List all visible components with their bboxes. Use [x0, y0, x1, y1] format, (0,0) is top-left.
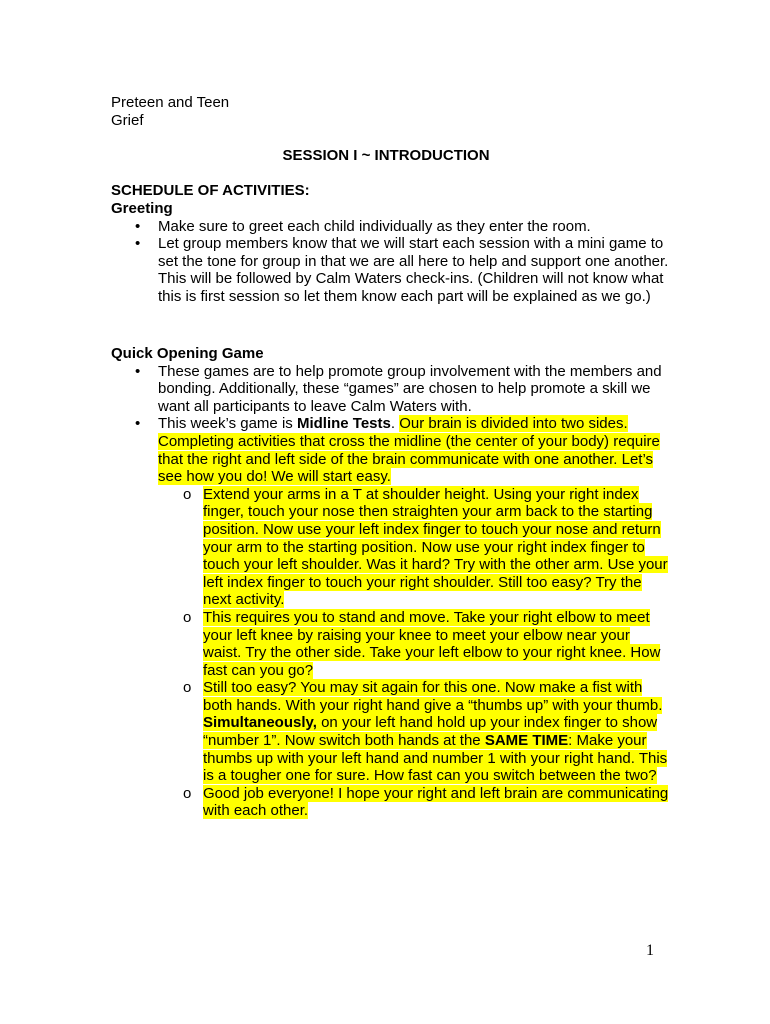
midline-tests-bullet [111, 415, 671, 820]
activity-item [158, 609, 671, 679]
midline-tests-label: Midline Tests [296, 415, 391, 433]
highlighted-text [203, 679, 667, 784]
activity-item [158, 486, 671, 609]
activity-list [158, 486, 671, 820]
highlighted-text: Our brain is divided into two sides. Completing activities that cross the midline (the center of your body) require that the right and left side of the brain communicate with one another. Let’s see how you do! We will start easy. [158, 415, 660, 486]
text-part: on your left hand hold up your index finger to show “number 1”. Now switch both hands at the [203, 714, 658, 750]
greeting-heading: Greeting [111, 200, 173, 217]
activity-item [158, 679, 671, 785]
header-line-2: Grief [111, 111, 144, 129]
schedule-heading: SCHEDULE OF ACTIVITIES: [111, 182, 310, 199]
greeting-section [111, 200, 671, 306]
activity-item [158, 785, 671, 820]
highlighted-text: Extend your arms in a T at shoulder height. Using your right index finger, touch your nose then straighten your arm back to the starting position. Now use your left index finger to touch your nose and return your arm to the starting position. Now use your right index finger to touch your left shoulder. Was it hard? Try with the other arm. Use your left index finger to touch your right shoulder. Still too easy? Try the next activity. [203, 485, 668, 609]
highlighted-text: This requires you to stand and move. Take your right elbow to meet your left knee by raising your knee to meet your elbow near your waist. Try the other side. Take your left elbow to your right knee. How fast can you go? [203, 608, 661, 679]
bullet-prefix: This week’s game is [158, 415, 297, 433]
bold-text: Simultaneously, [203, 714, 317, 732]
header-line-1: Preteen and Teen [111, 94, 230, 111]
bullet-period: . [390, 415, 400, 433]
bold-text: SAME TIME [484, 732, 569, 750]
opening-game-heading: Quick Opening Game [111, 345, 264, 362]
opening-game-bullet: • These games are to help promote group involvement with the members and bonding. Additionally, these “games” are chosen to help promote a skill we want all participants to leave Calm Waters with. [111, 363, 671, 416]
text-part: Still too easy? You may sit again for this one. Now make a fist with both hands. With your right hand give a “thumbs up” with your thumb. [203, 679, 663, 714]
opening-game-list [111, 363, 671, 820]
opening-game-section [111, 345, 671, 820]
greeting-bullet: • Let group members know that we will start each session with a mini game to set the tone for group in that we are all here to help and support one another. This will be followed by Calm Waters check-ins. (Children will not know what this is first session so let them know each part will be explained as we go.) [111, 235, 671, 305]
document-header [111, 94, 229, 129]
page-number: 1 [646, 942, 654, 959]
greeting-bullet: • Make sure to greet each child individually as they enter the room. [111, 218, 671, 236]
greeting-list [111, 218, 671, 306]
session-title: SESSION I ~ INTRODUCTION [282, 147, 490, 164]
highlighted-text: Good job everyone! I hope your right and left brain are communicating with each other. [203, 784, 669, 820]
text-part: : Make your thumbs up with your left hand and number 1 with your right hand. This is a tougher one for sure. How fast can you switch between the two? [203, 732, 668, 785]
